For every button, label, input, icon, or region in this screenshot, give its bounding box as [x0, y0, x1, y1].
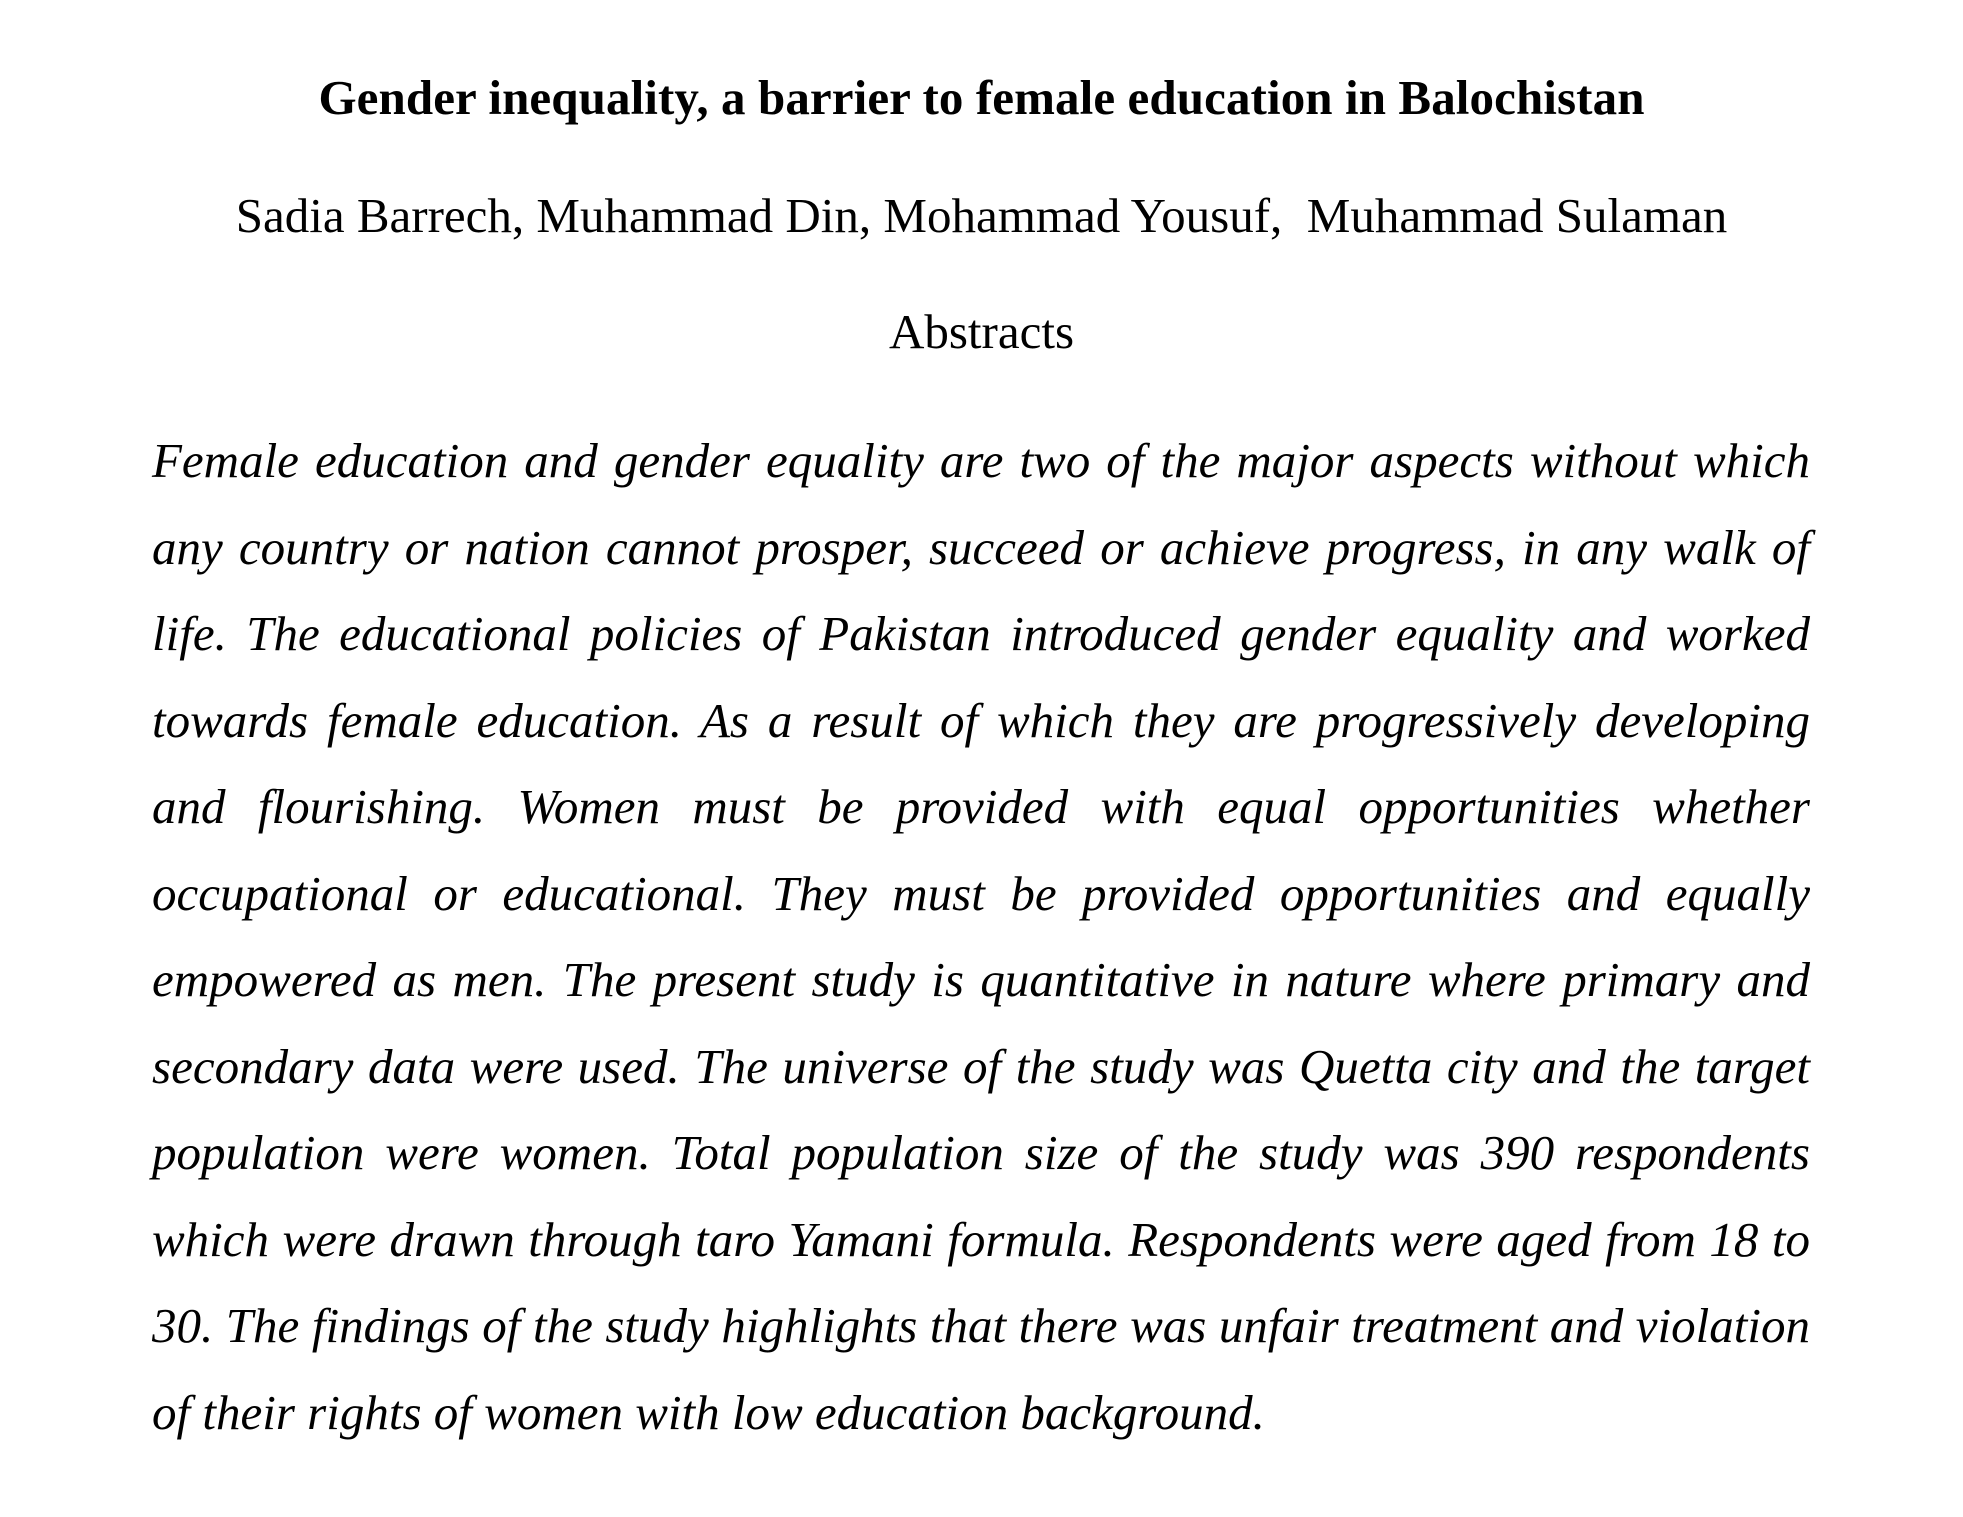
paper-title: Gender inequality, a barrier to female education in Balochistan	[318, 70, 1645, 125]
author-list: Sadia Barrech, Muhammad Din, Mohammad Yousuf, Muhammad Sulaman	[235, 188, 1728, 243]
abstract-heading: Abstracts	[888, 304, 1075, 359]
abstract-body: Female education and gender equality are two of the major aspects without which any country or nation cannot prosper, succeed or achieve progress, in any walk of life. The educational policies of Pakistan introduced gender equality and worked towards female education. As a result of which they are progressively developing and flourishing. Women must be provided with equal opportunities whether occupational or educational. They must be provided opportunities and equally empowered as men. The present study is quantitative in nature where primary and secondary data were used. The universe of the study was Quetta city and the target population were women. Total population size of the study was 390 respondents which were drawn through taro Yamani formula. Respondents were aged from 18 to 30. The findings of the study highlights that there was unfair treatment and violation of their rights of women with low education background.	[152, 433, 1810, 1440]
